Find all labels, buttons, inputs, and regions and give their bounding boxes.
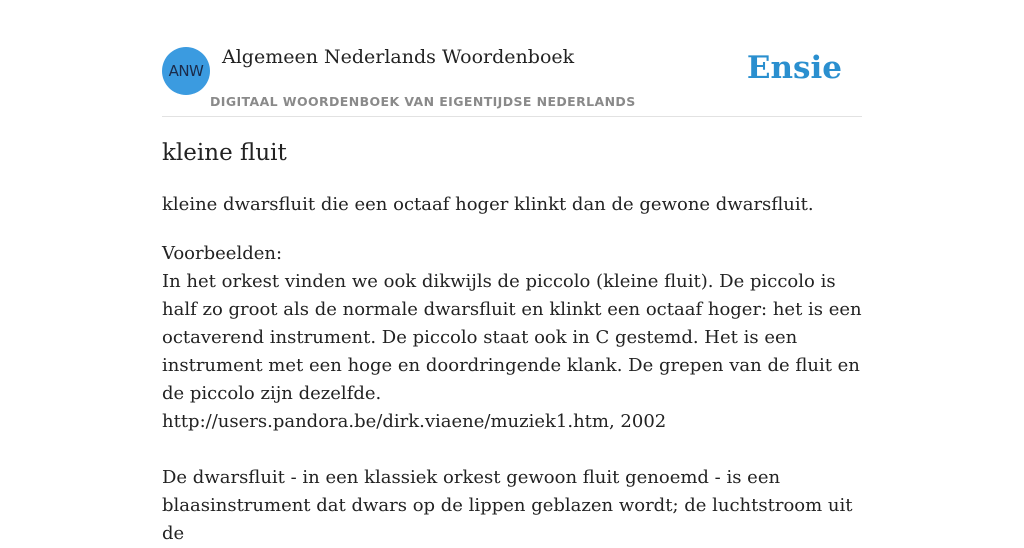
site-subtitle: DIGITAAL WOORDENBOEK VAN EIGENTIJDSE NEDERLANDS	[210, 94, 636, 109]
example-source: http://users.pandora.be/dirk.viaene/muziek1.htm, 2002	[162, 411, 667, 432]
examples-section	[162, 240, 862, 548]
example-text: De dwarsfluit - in een klassiek orkest gewoon fluit genoemd - is een blaasinstrument dat dwars op de lippen geblazen wordt; de luchtstroom uit de	[162, 467, 853, 544]
entry-term: kleine fluit	[162, 140, 287, 166]
site-title[interactable]: Algemeen Nederlands Woordenboek	[222, 46, 575, 68]
anw-logo[interactable]: ANW	[162, 47, 210, 95]
examples-label: Voorbeelden:	[162, 243, 283, 264]
site-header	[162, 0, 862, 117]
spacer	[162, 436, 862, 464]
page	[162, 0, 862, 544]
ensie-logo-link[interactable]: Ensie	[746, 50, 842, 86]
example-text: In het orkest vinden we ook dikwijls de piccolo (kleine fluit). De piccolo is half zo groot als de normale dwarsfluit en klinkt een octaaf hoger: het is een octaverend instrument. De piccolo staat ook in C gestemd. Het is een instrument met een hoge en doordringende klank. De grepen van de fluit en de piccolo zijn dezelfde.	[162, 271, 862, 404]
entry-definition: kleine dwarsfluit die een octaaf hoger klinkt dan de gewone dwarsfluit.	[162, 194, 814, 215]
